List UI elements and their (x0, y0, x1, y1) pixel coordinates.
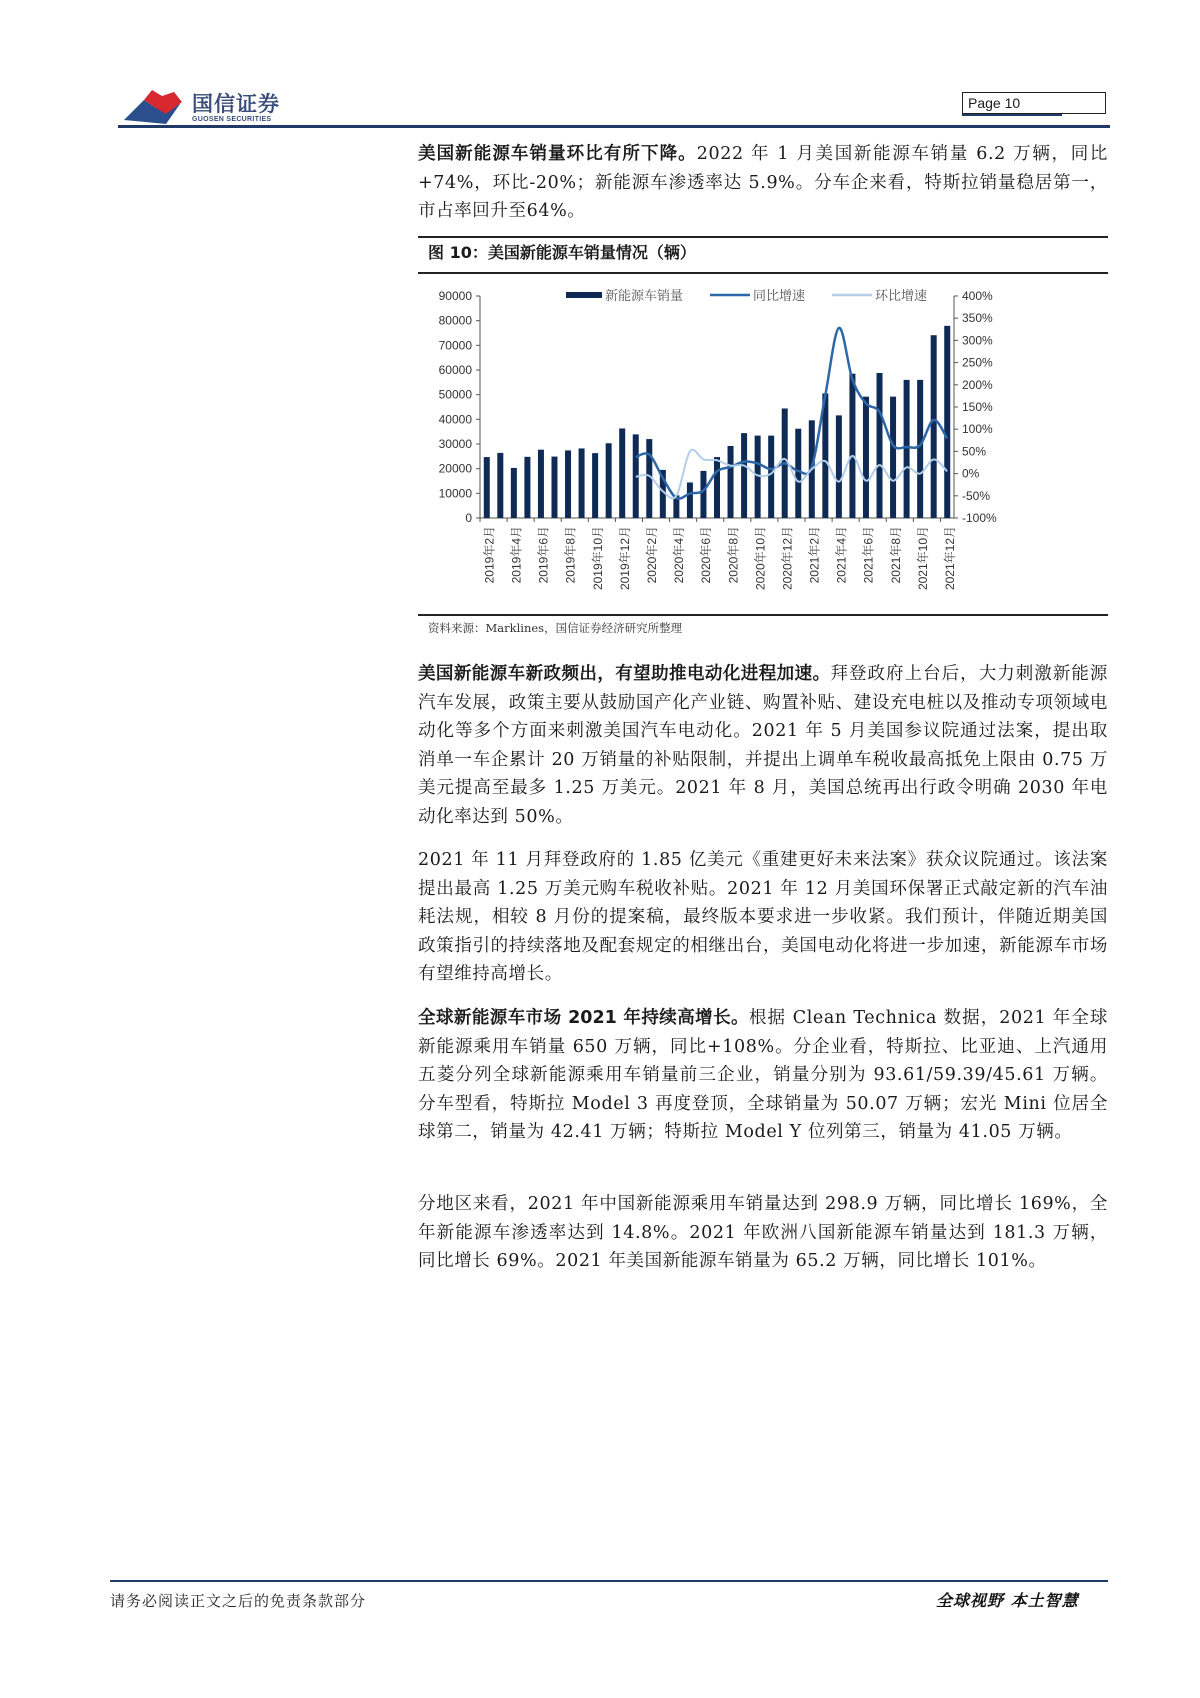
header-divider (118, 125, 1110, 128)
sales-bar (877, 373, 883, 518)
guosen-logo (122, 86, 302, 126)
left-tick-label: 10000 (438, 486, 472, 501)
legend-label: 环比增速 (875, 289, 928, 304)
right-tick-label: 250% (962, 355, 993, 370)
left-tick-label: 70000 (438, 338, 472, 353)
footer-slogan: 全球视野 本土智慧 (936, 1591, 1079, 1610)
figure-title-rule (418, 272, 1108, 274)
sales-bar (511, 468, 517, 518)
sales-bar (592, 453, 598, 518)
sales-bar (795, 429, 801, 518)
paragraph-regional (418, 1190, 1108, 1276)
right-tick-label: 50% (962, 444, 987, 459)
x-tick-label: 2020年10月 (753, 526, 768, 591)
page-tab-underline (962, 114, 1062, 116)
paragraph-us-nev-sales (418, 140, 1108, 226)
paragraph-body: 分地区来看，2021 年中国新能源乘用车销量达到 298.9 万辆，同比增长 169%，全年新能源车渗透率达到 14.8%。2021 年欧洲八国新能源车销量达到 181.3 万辆，同比增长 69%。2021 年美国新能源车销量为 65.2 万辆，同比增长 101%。 (418, 1194, 1108, 1271)
paragraph-lead: 美国新能源车销量环比有所下降。 (418, 144, 697, 164)
logo-english-name: GUOSEN SECURITIES (192, 116, 272, 123)
right-tick-label: 300% (962, 333, 993, 348)
figure-title: 图 10：美国新能源车销量情况（辆） (428, 243, 696, 262)
sales-bar (741, 433, 747, 518)
figure-top-rule (418, 236, 1108, 238)
left-tick-label: 60000 (438, 363, 472, 377)
paragraph-body: 2022 年 1 月美国新能源车销量 6.2 万辆，同比+74%，环比-20%；新能源车渗透率达 5.9%。分车企来看，特斯拉销量稳居第一，市占率回升至64%。 (418, 144, 1109, 221)
sales-bar (714, 457, 720, 518)
paragraph-us-policy (418, 660, 1108, 831)
sales-bar (524, 457, 530, 518)
left-tick-label: 50000 (438, 387, 472, 402)
left-tick-label: 80000 (438, 313, 472, 328)
sales-bar (687, 482, 693, 518)
right-tick-label: 150% (962, 400, 993, 414)
paragraph-body: 拜登政府上台后，大力刺激新能源汽车发展，政策主要从鼓励国产化产业链、购置补贴、建设充电桩以及推动专项领域电动化等多个方面来刺激美国汽车电动化。2021 年 5 月美国参议院通过法案，提出取消单一车企累计 20 万销量的补贴限制，并提出上调单车税收最高抵免上限由 0.75 万美元提高至最多 1.25 万美元。2021 年 8 月，美国总统再出行政令明确 2030 年电动化率达到 50%。 (418, 664, 1109, 827)
x-tick-label: 2020年4月 (672, 526, 687, 584)
sales-bar (917, 380, 923, 518)
left-tick-label: 90000 (438, 289, 472, 303)
sales-bar (863, 397, 869, 518)
legend-label: 同比增速 (753, 289, 806, 304)
x-tick-label: 2021年2月 (807, 526, 822, 584)
x-tick-label: 2019年6月 (536, 526, 551, 584)
left-tick-label: 40000 (438, 412, 472, 427)
guosen-logo-mark-icon (122, 86, 192, 126)
x-tick-label: 2021年8月 (888, 526, 903, 584)
x-tick-label: 2020年6月 (699, 526, 714, 584)
x-tick-label: 2019年4月 (509, 526, 524, 584)
paragraph-lead: 美国新能源车新政频出，有望助推电动化进程加速。 (418, 664, 831, 684)
sales-bar (551, 457, 557, 518)
footer-divider (110, 1580, 1108, 1582)
paragraph-body: 根据 Clean Technica 数据，2021 年全球新能源乘用车销量 650 万辆，同比+108%。分企业看，特斯拉、比亚迪、上汽通用五菱分列全球新能源乘用车销量前三企业，销量分别为 93.61/59.39/45.61 万辆。分车型看，特斯拉 Model 3 再度登顶，全球销量为 50.07 万辆；宏光 Mini 位居全球第二，销量为 42.41 万辆；特斯拉 Model Y 位列第三，销量为 41.05 万辆。 (418, 1008, 1109, 1142)
sales-bar (565, 450, 571, 518)
sales-bar (619, 428, 625, 518)
right-tick-label: 350% (962, 311, 993, 326)
sales-bar (849, 374, 855, 518)
sales-bar (944, 326, 950, 518)
left-tick-label: 30000 (438, 437, 472, 451)
x-tick-label: 2020年2月 (644, 526, 659, 584)
right-tick-label: 400% (962, 289, 993, 303)
x-tick-label: 2021年10月 (915, 526, 930, 591)
sales-bar (728, 446, 734, 518)
x-tick-label: 2021年12月 (942, 526, 957, 591)
sales-bar (497, 453, 503, 518)
page-number: Page 10 (962, 92, 1106, 114)
x-tick-label: 2019年12月 (617, 526, 632, 591)
paragraph-body: 2021 年 11 月拜登政府的 1.85 亿美元《重建更好未来法案》获众议院通过。该法案提出最高 1.25 万美元购车税收补贴。2021 年 12 月美国环保署正式敲定新的汽车油耗法规，相较 8 月份的提案稿，最终版本要求进一步收紧。我们预计，伴随近期美国政策指引的持续落地及配套规定的相继出台，美国电动化将进一步加速，新能源车市场有望维持高增长。 (418, 850, 1108, 984)
us-nev-sales-chart (418, 284, 1108, 614)
paragraph-lead: 全球新能源车市场 2021 年持续高增长。 (418, 1008, 749, 1028)
logo-chinese-name: 国信证券 (192, 92, 280, 116)
sales-bar (904, 380, 910, 518)
mom-growth-line (636, 450, 947, 499)
sales-bar (890, 397, 896, 518)
sales-bar (768, 436, 774, 518)
sales-bar (579, 448, 585, 518)
right-tick-label: -50% (962, 488, 991, 503)
sales-bar (700, 471, 706, 518)
left-tick-label: 0 (465, 511, 472, 525)
footer-disclaimer: 请务必阅读正文之后的免责条款部分 (110, 1592, 367, 1610)
right-tick-label: -100% (962, 511, 997, 525)
left-tick-label: 20000 (438, 461, 472, 476)
legend-label: 新能源车销量 (605, 289, 684, 304)
x-tick-label: 2019年2月 (482, 526, 497, 584)
x-tick-label: 2019年8月 (563, 526, 578, 584)
x-tick-label: 2021年4月 (834, 526, 849, 584)
figure-bottom-rule (418, 614, 1108, 616)
paragraph-build-back-better (418, 846, 1108, 989)
paragraph-global-market (418, 1004, 1108, 1147)
x-tick-label: 2019年10月 (590, 526, 605, 591)
x-tick-label: 2020年12月 (780, 526, 795, 591)
right-tick-label: 200% (962, 377, 993, 392)
sales-bar (606, 443, 612, 518)
sales-bar (484, 457, 490, 518)
x-tick-label: 2021年6月 (861, 526, 876, 584)
sales-bar (836, 415, 842, 518)
sales-bar (931, 335, 937, 518)
legend-bar-swatch (566, 292, 602, 298)
right-tick-label: 100% (962, 422, 993, 437)
right-tick-label: 0% (962, 466, 980, 481)
sales-bar (538, 450, 544, 518)
x-tick-label: 2020年8月 (726, 526, 741, 584)
figure-source: 资料来源：Marklines，国信证券经济研究所整理 (428, 621, 683, 635)
